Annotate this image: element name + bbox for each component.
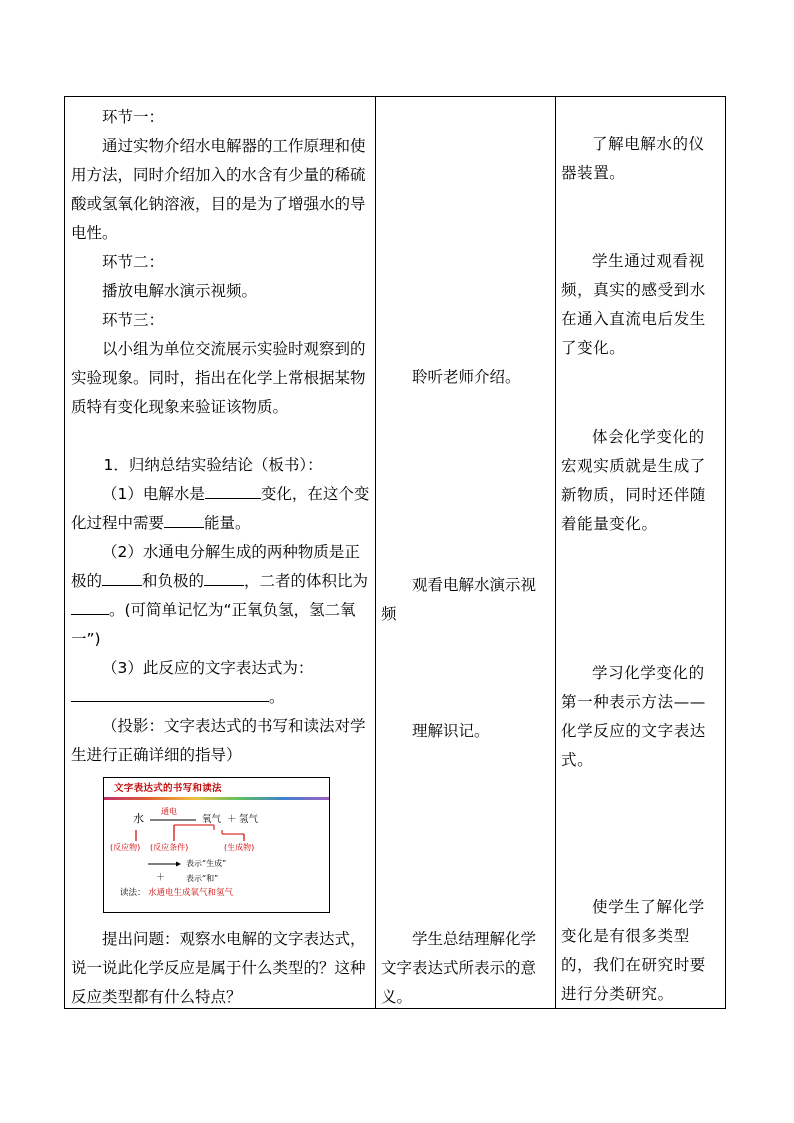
figure-reactant-label: (反应物) — [110, 843, 141, 852]
conclusion-item-1-part-b: 变化，在这个变化过程中需要 — [71, 485, 370, 532]
question-text-block — [71, 925, 371, 1012]
fill-blank — [71, 600, 109, 615]
student-watch-text: 观看电解水演示视频 — [381, 576, 537, 623]
figure-hydrogen: 氢气 — [239, 814, 259, 825]
student-activity-1 — [381, 363, 551, 392]
intent-block-2 — [561, 247, 719, 363]
student-memorize-text: 理解识记。 — [412, 722, 490, 740]
figure-read-label: 读法： — [120, 888, 146, 898]
fill-blank — [164, 513, 204, 528]
fill-blank — [205, 484, 261, 499]
teacher-activity-cell — [65, 97, 376, 1009]
intent-block-1 — [561, 130, 719, 188]
conclusion-item-1-part-a: （1）电解水是 — [102, 485, 205, 503]
intent-block-5 — [561, 893, 719, 1009]
step-three-text: 以小组为单位交流展示实验时观察到的实验现象。同时，指出在化学上常根据某物质特有变化现象来验证该物质。 — [71, 340, 366, 416]
step-two-heading: 环节二： — [102, 253, 165, 271]
conclusion-item-2 — [71, 538, 371, 654]
word-equation-figure — [103, 777, 330, 913]
conclusion-item-2-part-d: 。(可简单记忆为“正氧负氢，氢二氧一”) — [71, 601, 356, 648]
conclusion-item-1 — [71, 480, 371, 538]
student-listen-text: 聆听老师介绍。 — [412, 368, 521, 386]
intent-text-3: 体会化学变化的宏观实质就是生成了新物质，同时还伴随着能量变化。 — [561, 428, 706, 533]
question-text: 提出问题：观察水电解的文字表达式，说一说此化学反应是属于什么类型的？这种反应类型都有什么特点？ — [71, 930, 366, 1006]
figure-plus: ＋ — [227, 814, 237, 825]
step-three-heading: 环节三： — [102, 311, 165, 329]
student-summary-text: 学生总结理解化学文字表达式所表示的意义。 — [381, 930, 537, 1006]
intent-text-4: 学习化学变化的第一种表示方法——化学反应的文字表达式。 — [561, 664, 706, 769]
fill-blank — [102, 571, 142, 586]
figure-condition-label: (反应条件) — [150, 843, 189, 852]
fill-blank — [204, 571, 244, 586]
figure-water: 水 — [133, 812, 144, 825]
conclusion-item-3: （3）此反应的文字表达式为： — [102, 659, 314, 677]
step-two-text: 播放电解水演示视频。 — [102, 282, 258, 300]
figure-read-text: 水通电生成氧气和氢气 — [148, 888, 234, 898]
student-activity-2 — [381, 571, 551, 629]
student-activity-cell — [376, 97, 556, 1009]
intent-block-3 — [561, 423, 719, 539]
figure-condition: 通电 — [161, 807, 177, 816]
teacher-activity-text — [71, 103, 371, 770]
figure-oxygen: 氧气 — [202, 814, 222, 825]
intent-text-1: 了解电解水的仪器装置。 — [561, 135, 705, 182]
intent-block-4 — [561, 659, 719, 775]
conclusion-item-2-part-c: ，二者的体积比为 — [244, 572, 369, 590]
student-activity-4 — [381, 925, 551, 1012]
figure-title: 文字表达式的书写和读法 — [114, 783, 222, 794]
figure-product-label: (生成物) — [224, 843, 255, 852]
blank-line — [71, 422, 371, 451]
step-one-heading: 环节一： — [102, 108, 165, 126]
intent-text-5: 使学生了解化学变化是有很多类型的，我们在研究时要进行分类研究。 — [561, 898, 706, 1003]
conclusion-heading: 1．归纳总结实验结论（板书）： — [103, 456, 323, 474]
projection-note: （投影：文字表达式的书写和读法对学生进行正确详细的指导） — [71, 717, 366, 764]
conclusion-item-2-part-b: 和负极的 — [142, 572, 205, 590]
expression-end: 。 — [269, 688, 285, 706]
student-activity-3 — [381, 717, 551, 746]
expression-blank-line — [71, 683, 371, 712]
fill-blank — [71, 687, 269, 702]
figure-plus-meaning: 表示“和” — [186, 874, 219, 883]
figure-arrow-meaning: 表示“生成” — [186, 859, 227, 868]
conclusion-item-2-part-a: （2）水通电分解生成的两种物质是正极的 — [71, 543, 360, 590]
table-row — [65, 97, 726, 1009]
intent-text-2: 学生通过观看视频，真实的感受到水在通入直流电后发生了变化。 — [561, 252, 706, 357]
figure-plus-symbol: ＋ — [156, 873, 166, 883]
lesson-plan-table — [64, 96, 726, 1009]
design-intent-cell — [556, 97, 726, 1009]
step-one-text: 通过实物介绍水电解器的工作原理和使用方法，同时介绍加入的水含有少量的稀硫酸或氢氧化钠溶液，目的是为了增强水的导电性。 — [71, 137, 366, 242]
conclusion-item-1-part-c: 能量。 — [204, 514, 251, 532]
